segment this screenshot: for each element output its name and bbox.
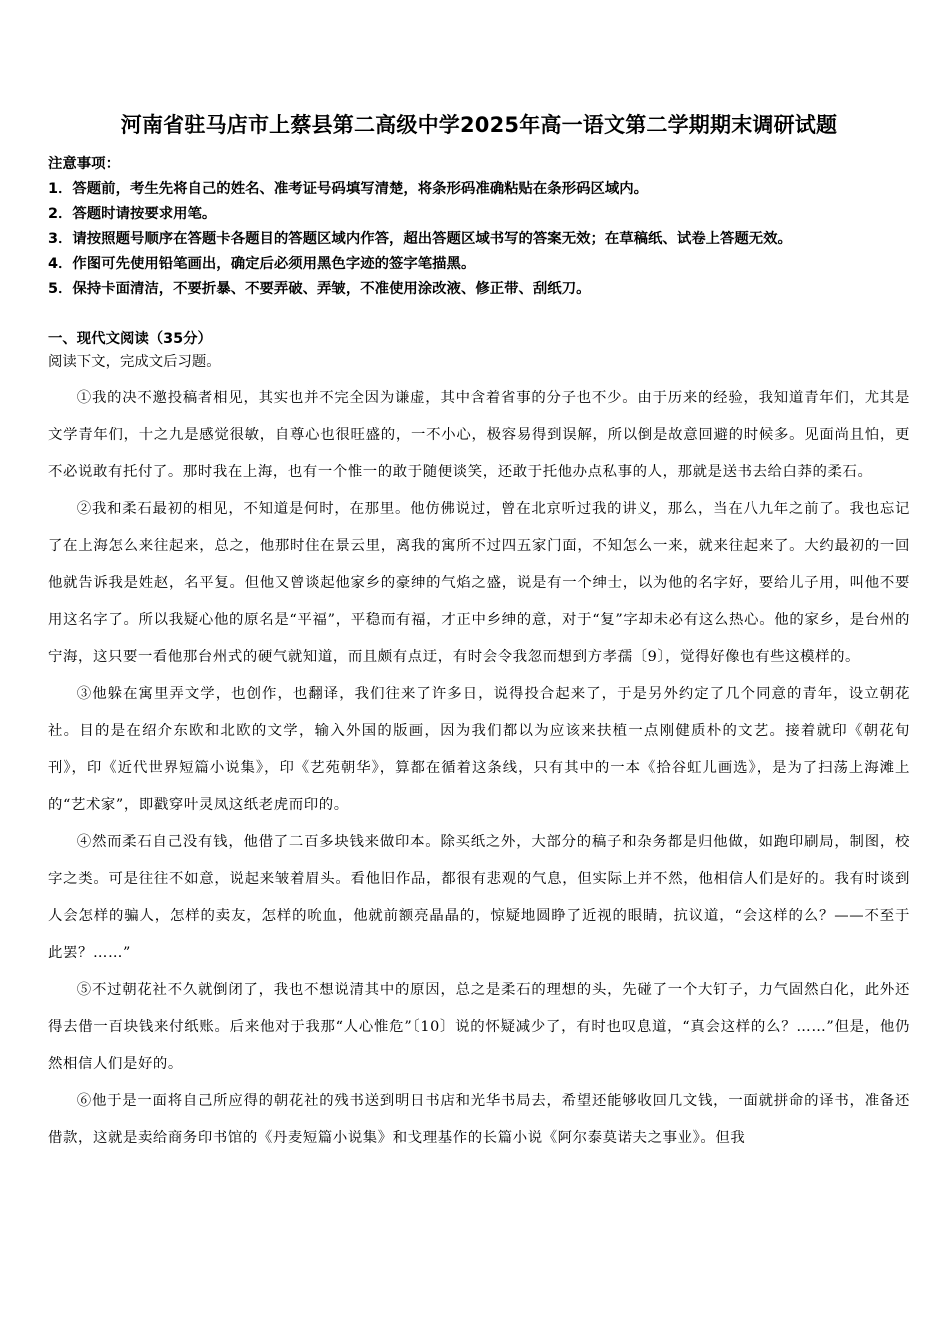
section-heading: 一、现代文阅读（35分）: [48, 331, 212, 347]
notice-item-3: 3．请按照题号顺序在答题卡各题目的答题区域内作答，超出答题区域书写的答案无效；在草稿纸、试卷上答题无效。: [48, 231, 792, 247]
section-instruction: 阅读下文，完成文后习题。: [48, 354, 221, 370]
paragraph-6: ⑥他于是一面将自己所应得的朝花社的残书送到明日书店和光华书局去，希望还能够收回几文钱，一面就拼命的译书，准备还借款，这就是卖给商务印书馆的《丹麦短篇小说集》和戈理基作的长篇小说《阿尔泰莫诺夫之事业》。但我: [48, 1093, 910, 1146]
notice-item-4: 4．作图可先使用铅笔画出，确定后必须用黑色字迹的签字笔描黑。: [48, 256, 476, 272]
notice-item-2: 2．答题时请按要求用笔。: [48, 206, 217, 222]
notice-heading: 注意事项：: [48, 156, 120, 172]
exam-title: 河南省驻马店市上蔡县第二高级中学2025年高一语文第二学期期末调研试题: [120, 113, 838, 137]
paragraph-5: ⑤不过朝花社不久就倒闭了，我也不想说清其中的原因，总之是柔石的理想的头，先碰了一个大钉子，力气固然白化，此外还得去借一百块钱来付纸账。后来他对于我那“人心惟危”〔10〕说的怀疑减少了，有时也叹息道，“真会这样的么？……”但是，他仍然相信人们是好的。: [48, 982, 910, 1072]
paragraph-2: ②我和柔石最初的相见，不知道是何时，在那里。他仿佛说过，曾在北京听过我的讲义，那么，当在八九年之前了。我也忘记了在上海怎么来往起来，总之，他那时住在景云里，离我的寓所不过四五家门面，不知怎么一来，就来往起来了。大约最初的一回他就告诉我是姓赵，名平复。但他又曾谈起他家乡的豪绅的气焰之盛，说是有一个绅士，以为他的名字好，要给儿子用，叫他不要用这名字了。所以我疑心他的原名是“平福”，平稳而有福，才正中乡绅的意，对于“复”字却未必有这么热心。他的家乡，是台州的宁海，这只要一看他那台州式的硬气就知道，而且颇有点迂，有时会令我忽而想到方孝孺〔9〕，觉得好像也有些这模样的。: [48, 501, 910, 665]
paragraph-1: ①我的决不邀投稿者相见，其实也并不完全因为谦虚，其中含着省事的分子也不少。由于历来的经验，我知道青年们，尤其是文学青年们，十之九是感觉很敏，自尊心也很旺盛的，一不小心，极容易得到误解，所以倒是故意回避的时候多。见面尚且怕，更不必说敢有托付了。那时我在上海，也有一个惟一的敢于随便谈笑，还敢于托他办点私事的人，那就是送书去给白莽的柔石。: [48, 390, 910, 480]
reading-section: [48, 328, 910, 1157]
notice-block: [48, 152, 910, 302]
paragraph-3: ③他躲在寓里弄文学，也创作，也翻译，我们往来了许多日，说得投合起来了，于是另外约定了几个同意的青年，设立朝花社。目的是在绍介东欧和北欧的文学，输入外国的版画，因为我们都以为应该来扶植一点刚健质朴的文艺。接着就印《朝花旬刊》，印《近代世界短篇小说集》，印《艺苑朝华》，算都在循着这条线，只有其中的一本《拾谷虹儿画选》，是为了扫荡上海滩上的“艺术家”，即戳穿叶灵凤这纸老虎而印的。: [48, 686, 910, 813]
notice-item-5: 5．保持卡面清洁，不要折暴、不要弄破、弄皱，不准使用涂改液、修正带、刮纸刀。: [48, 281, 591, 297]
paragraph-4: ④然而柔石自己没有钱，他借了二百多块钱来做印本。除买纸之外，大部分的稿子和杂务都是归他做，如跑印刷局，制图，校字之类。可是往往不如意，说起来皱着眉头。看他旧作品，都很有悲观的气息，但实际上并不然，他相信人们是好的。我有时谈到人会怎样的骗人，怎样的卖友，怎样的吮血，他就前额亮晶晶的，惊疑地圆睁了近视的眼睛，抗议道，“会这样的么？——不至于此罢？……”: [48, 834, 910, 961]
notice-item-1: 1．答题前，考生先将自己的姓名、准考证号码填写清楚，将条形码准确粘贴在条形码区域内。: [48, 181, 649, 197]
